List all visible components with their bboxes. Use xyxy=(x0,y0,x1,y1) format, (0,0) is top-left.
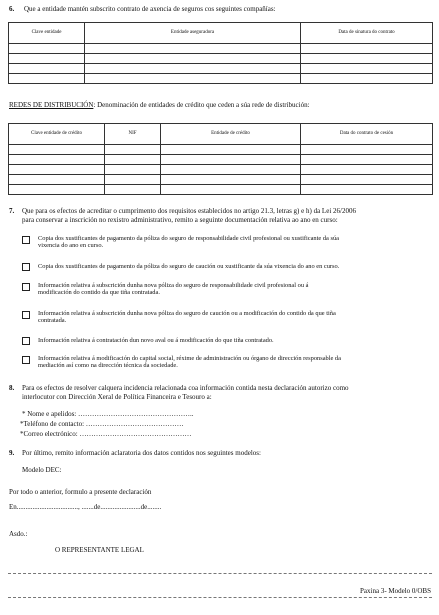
table-cell[interactable] xyxy=(9,175,105,185)
document-item-line: vixencia do ano en curso. xyxy=(38,242,104,250)
table-cell[interactable] xyxy=(161,175,301,185)
declaration-statement: Por todo o anterior, formulo a presente declaración xyxy=(9,488,152,496)
table-cell[interactable] xyxy=(9,155,105,165)
document-item-label xyxy=(38,235,434,249)
table-cell[interactable] xyxy=(301,175,433,185)
section-8-line-1: Para os efectos de resolver calquera incidencia relacionada coa información contida nesta declaración autorizo como xyxy=(22,384,349,392)
document-checkbox[interactable] xyxy=(22,356,30,364)
table-row xyxy=(9,74,433,84)
section-7-line-2: para conservar a inscrición no rexistro administrativo, remito a seguinte documentación relativa ao ano en curso: xyxy=(22,216,338,224)
table-cell[interactable] xyxy=(9,64,85,74)
document-item-line: Información relativa á subscrición dunha nova póliza do seguro de responsabilidade civil profesional ou á xyxy=(38,282,309,289)
table-row xyxy=(9,185,433,195)
table-cell[interactable] xyxy=(301,44,433,54)
contact-phone-field[interactable]: *Teléfono de contacto: …………………………………… xyxy=(20,420,184,428)
section-7-number: 7. xyxy=(9,207,15,215)
footer-bottom-rule xyxy=(8,597,432,598)
column-header: Clave entidade xyxy=(9,23,85,44)
table-row xyxy=(9,54,433,64)
table-row xyxy=(9,44,433,54)
table-cell[interactable] xyxy=(9,54,85,64)
table-row xyxy=(9,165,433,175)
table-cell[interactable] xyxy=(301,64,433,74)
table-cell[interactable] xyxy=(85,74,301,84)
insurers-table xyxy=(8,22,433,84)
table-cell[interactable] xyxy=(301,155,433,165)
table-cell[interactable] xyxy=(9,145,105,155)
redes-text: : Denominación de entidades de crédito que ceden a súa rede de distribución: xyxy=(93,101,310,109)
table-cell[interactable] xyxy=(9,74,85,84)
document-item-line: Información relativa á contratación dun novo aval ou á modificación do que tiña contratado. xyxy=(38,337,274,344)
document-item-label xyxy=(38,355,434,369)
column-header: Entidade de crédito xyxy=(161,124,301,145)
insurers-table-header xyxy=(9,23,433,44)
document-checkbox[interactable] xyxy=(22,236,30,244)
section-7-line-1: Que para os efectos de acreditar o cumprimento dos requisitos establecidos no artigo 21.3, letras g) e h) da Lei 26/2006 xyxy=(22,207,356,215)
table-cell[interactable] xyxy=(9,185,105,195)
table-cell[interactable] xyxy=(105,145,161,155)
table-cell[interactable] xyxy=(105,155,161,165)
table-cell[interactable] xyxy=(105,165,161,175)
modelo-dec-label: Modelo DEC: xyxy=(22,466,62,474)
table-cell[interactable] xyxy=(301,74,433,84)
column-header: NIF xyxy=(105,124,161,145)
place-date-field[interactable]: En..................................., .......de.......................de........ xyxy=(9,503,162,511)
table-row xyxy=(9,175,433,185)
table-cell[interactable] xyxy=(9,165,105,175)
contact-email-field[interactable]: *Correo electrónico: ………………………………………… xyxy=(20,430,192,438)
table-cell[interactable] xyxy=(161,185,301,195)
table-cell[interactable] xyxy=(161,145,301,155)
document-item-line: Copia dos xustificantes de pagamento da póliza do seguro de caución ou xustificante da súa vixencia do ano en curso. xyxy=(38,263,340,270)
table-cell[interactable] xyxy=(301,165,433,175)
footer-rule xyxy=(8,573,432,574)
table-cell[interactable] xyxy=(85,54,301,64)
distribution-table xyxy=(8,123,433,195)
section-9-number: 9. xyxy=(9,449,15,457)
document-item-label xyxy=(38,282,434,296)
table-cell[interactable] xyxy=(161,165,301,175)
signature-label: Asdo.: xyxy=(9,530,28,538)
document-checkbox[interactable] xyxy=(22,283,30,291)
table-row xyxy=(9,145,433,155)
column-header: Data de sinatura do contrato xyxy=(301,23,433,44)
document-item-line: modificación do contido da que tiña contratada. xyxy=(38,289,160,297)
table-cell[interactable] xyxy=(301,145,433,155)
section-9-text: Por último, remito información aclaratoria dos datos contidos nos seguintes modelos: xyxy=(22,449,261,457)
contact-name-field[interactable]: * Nome e apelidos: ………………………………………….. xyxy=(22,410,194,418)
table-cell[interactable] xyxy=(9,44,85,54)
page-number: Paxina 3- Modelo 0/OBS xyxy=(360,587,431,595)
representative-label: O REPRESENTANTE LEGAL xyxy=(55,546,144,554)
document-item-line: Información relativa á modificación do capital social, réxime de administración ou órgano de dirección responsable da xyxy=(38,355,341,362)
document-item-line: Información relativa á subscrición dunha nova póliza do seguro de caución ou a modificación do contido da que tiña xyxy=(38,310,336,317)
table-cell[interactable] xyxy=(161,155,301,165)
redes-heading xyxy=(9,101,434,109)
redes-title: REDES DE DISTRIBUCIÓN xyxy=(9,101,94,109)
document-checkbox[interactable] xyxy=(22,337,30,345)
section-8-number: 8. xyxy=(9,384,15,392)
document-item-line: Copia dos xustificantes de pagamento da póliza do seguro de responsabilidade civil profesional ou xustificante da súa xyxy=(38,235,339,242)
document-item-label xyxy=(38,337,434,344)
document-item-label xyxy=(38,310,434,324)
section-6-text: Que a entidade mantén subscrito contrato de axencia de seguros cos seguintes compañías: xyxy=(24,5,276,13)
document-item-label xyxy=(38,263,434,270)
document-checkbox[interactable] xyxy=(22,311,30,319)
section-6-number: 6. xyxy=(9,5,15,13)
table-cell[interactable] xyxy=(301,185,433,195)
document-item-line: mediación así como na dirección técnica da sociedade. xyxy=(38,362,178,370)
section-8-line-2: interlocutor con Dirección Xeral de Política Financeira e Tesouro a: xyxy=(22,393,212,401)
table-cell[interactable] xyxy=(105,185,161,195)
document-checkbox[interactable] xyxy=(22,263,30,271)
table-cell[interactable] xyxy=(105,175,161,185)
table-cell[interactable] xyxy=(301,54,433,64)
document-item-line: contratada. xyxy=(38,317,67,325)
distribution-table-header xyxy=(9,124,433,145)
table-cell[interactable] xyxy=(85,64,301,74)
table-cell[interactable] xyxy=(85,44,301,54)
column-header: Entidade aseguradora xyxy=(85,23,301,44)
column-header: Data do contrato de cesión xyxy=(301,124,433,145)
table-row xyxy=(9,155,433,165)
table-row xyxy=(9,64,433,74)
column-header: Clave entidade de crédito xyxy=(9,124,105,145)
